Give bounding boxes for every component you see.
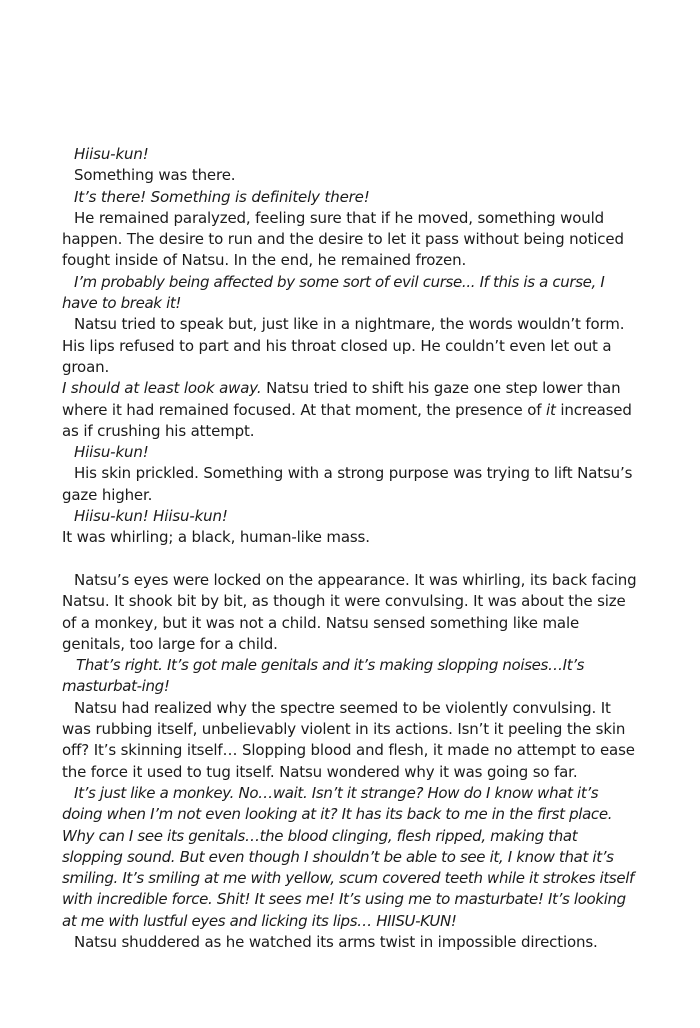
paragraph-8: Hiisu-kun! bbox=[74, 443, 149, 462]
paragraph-5: I’m probably being affected by some sort of evil curse... If this is a curse, I have to break it! bbox=[62, 272, 605, 313]
paragraph-7-italic-lead: I should at least look away. bbox=[62, 379, 262, 398]
paragraph-7-tail: increased as if crushing his attempt. bbox=[62, 400, 632, 440]
paragraph-9: His skin prickled. Something with a strong purpose was trying to lift Natsu’s gaze higher. bbox=[62, 464, 633, 504]
paragraph-7-middle: Natsu tried to shift his gaze one step lower than where it had remained focused. At that moment, the presence of bbox=[62, 379, 621, 419]
paragraph-7 bbox=[62, 378, 640, 442]
paragraph-1: Hiisu-kun! bbox=[74, 145, 149, 163]
paragraph-3: It’s there! Something is definitely there! bbox=[74, 187, 370, 206]
paragraph-16: Natsu shuddered as he watched its arms twist in impossible directions. bbox=[74, 932, 598, 951]
paragraph-10: Hiisu-kun! Hiisu-kun! bbox=[74, 507, 228, 526]
paragraph-12: Natsu’s eyes were locked on the appearance. It was whirling, its back facing Natsu. It shook bit by bit, as though it were convulsing. It was about the size of a monkey, but it was not a child. Natsu sensed something like male genitals, too large for a child. bbox=[62, 570, 637, 653]
paragraph-14: Natsu had realized why the spectre seemed to be violently convulsing. It was rubbing itself, unbelievably violent in its actions. Isn’t it peeling the skin off? It’s skinning itself… Slopping blood and flesh, it made no attempt to ease the force it used to tug itself. Natsu wondered why it was going so far. bbox=[62, 698, 635, 781]
paragraph-15: It’s just like a monkey. No…wait. Isn’t it strange? How do I know what it’s doing when I’m not even looking at it? It has its back to me in the first place. Why can I see its genitals…the blood clinging, flesh ripped, making that slopping sound. But even though I shouldn’t be able to see it, I know that it’s smiling. It’s smiling at me with yellow, scum covered teeth while it strokes itself with incredible force. Shit! It sees me! It’s using me to masturbate! It’s looking at me with lustful eyes and licking its lips… HIISU-KUN! bbox=[62, 783, 634, 930]
paragraph-7-italic-word: it bbox=[546, 400, 556, 419]
paragraph-13: That’s right. It’s got male genitals and it’s making slopping noises…It’s masturbat-ing! bbox=[62, 656, 585, 696]
paragraph-4: He remained paralyzed, feeling sure that if he moved, something would happen. The desire to run and the desire to let it pass without being noticed fought inside of Natsu. In the end, he remained frozen. bbox=[62, 208, 624, 270]
paragraph-2: Something was there. bbox=[74, 166, 236, 185]
section-gap bbox=[62, 549, 640, 570]
paragraph-6: Natsu tried to speak but, just like in a nightmare, the words wouldn’t form. His lips refused to part and his throat closed up. He couldn’t even let out a groan. bbox=[62, 315, 625, 376]
paragraph-11: It was whirling; a black, human-like mass. bbox=[62, 528, 370, 547]
story-page bbox=[62, 144, 640, 953]
